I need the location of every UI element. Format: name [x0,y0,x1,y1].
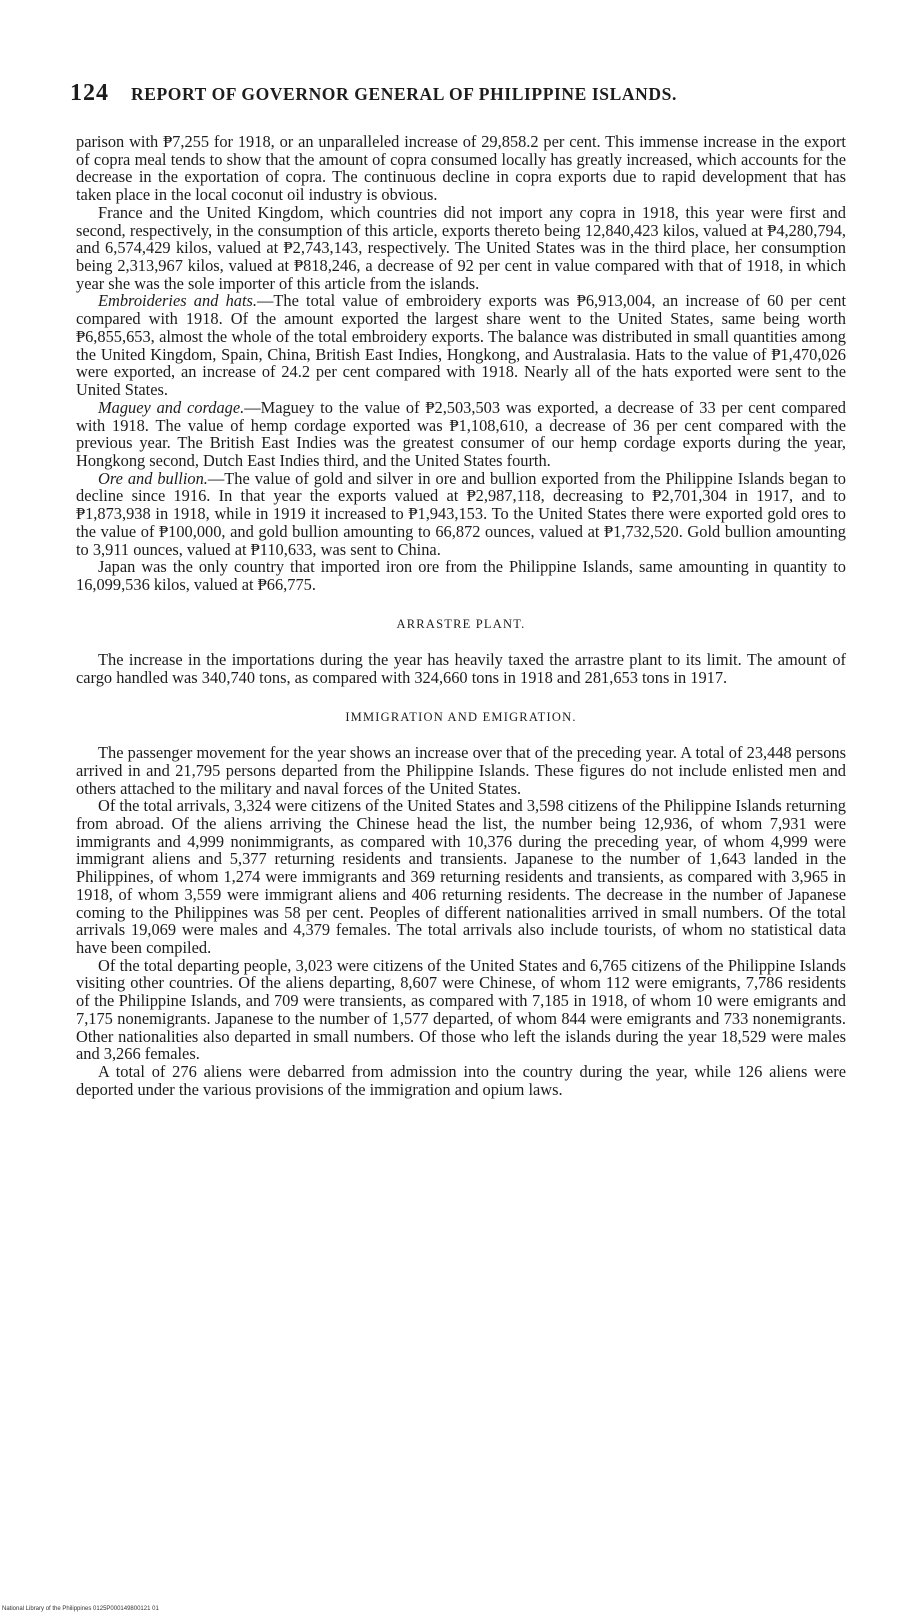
paragraph-passenger-movement: The passenger movement for the year shows an increase over that of the preceding year. A total of 23,448 persons arrived in and 21,795 persons departed from the Philippine Islands. These figures do not include enlisted men and others attached to the military and naval forces of the United States. [76,743,846,798]
document-body [76,133,846,1099]
paragraph-departures: Of the total departing people, 3,023 were citizens of the United States and 6,765 citizens of the Philippine Islands visiting other countries. Of the aliens departing, 8,607 were Chinese, of whom 112 were emigrants, 7,786 residents of the Philippine Islands, and 709 were transients, as compared with 7,185 in 1918, of whom 10 were emigrants and 7,175 nonemigrants. Japanese to the number of 1,577 departed, of whom 844 were emigrants and 733 nonemigrants. Other nationalities also departed in small numbers. Of those who left the islands during the year 18,529 were males and 3,266 females. [76,955,846,1064]
paragraph-arrivals: Of the total arrivals, 3,324 were citizens of the United States and 3,598 citizens of the Philippine Islands returning from abroad. Of the aliens arriving the Chinese head the list, the number being 12,936, of whom 7,931 were immigrants and 4,999 nonimmigrants, as compared with 10,376 during the preceding year, of whom 4,999 were immigrant aliens and 5,377 returning residents and transients. Japanese to the number of 1,643 landed in the Philippines, of whom 1,274 were immigrants and 369 returning residents and transients, as compared with 3,965 in 1918, of whom 3,559 were immigrant aliens and 406 returning residents. The decrease in the number of Japanese coming to the Philippines was 58 per cent. Peoples of different nationalities arrived in small numbers. Of the total arrivals 19,069 were males and 4,379 females. The total arrivals also include tourists, of whom no statistical data have been compiled. [76,796,846,958]
paragraph-title-embroideries: Embroideries and hats. [98,291,257,311]
paragraph-arrastre: The increase in the importations during the year has heavily taxed the arrastre plant to its limit. The amount of cargo handled was 340,740 tons, as compared with 324,660 tons in 1918 and 281,653 tons in 1917. [76,650,846,687]
paragraph-title-maguey: Maguey and cordage. [98,397,245,417]
section-heading-immigration: IMMIGRATION AND EMIGRATION. [345,709,577,724]
paragraph-text-maguey: —Maguey to the value of ₱2,503,503 was exported, a decrease of 33 per cent compared with 1918. The value of hemp cordage exported was ₱1,108,610, a decrease of 36 per cent compared with the previous year. The British East Indies was the greatest consumer of our hemp cordage exports during the year, Hongkong second, Dutch East Indies third, and the United States fourth. [76,397,846,470]
paragraph-copra-meal: parison with ₱7,255 for 1918, or an unparalleled increase of 29,858.2 per cent. This immense increase in the export of copra meal tends to show that the amount of copra consumed locally has greatly increased, which accounts for the decrease in the exportation of copra. The continuous decline in copra exports due to rapid development that has taken place in the local coconut oil industry is obvious. [76,132,846,205]
paragraph-debarred: A total of 276 aliens were debarred from admission into the country during the year, while 126 aliens were deported under the various provisions of the immigration and opium laws. [76,1062,846,1099]
paragraph-embroideries-hats [76,292,846,398]
paragraph-title-ore: Ore and bullion. [98,468,208,488]
running-title: REPORT OF GOVERNOR GENERAL OF PHILIPPINE ISLANDS. [131,84,677,104]
section-heading-arrastre: ARRASTRE PLANT. [396,616,526,631]
paragraph-ore-bullion [76,470,846,559]
paragraph-maguey-cordage [76,399,846,470]
page-header [70,80,840,107]
paragraph-copra-france-uk: France and the United Kingdom, which countries did not import any copra in 1918, this year were first and second, respectively, in the consumption of this article, exports thereto being 12,840,423 kilos, valued at ₱4,280,794, and 6,574,429 kilos, valued at ₱2,743,143, respectively. The United States was in the third place, her consumption being 2,313,967 kilos, valued at ₱818,246, a decrease of 92 per cent in value compared with that of 1918, in which year she was the sole importer of this article from the islands. [76,202,846,293]
paragraph-text-ore: —The value of gold and silver in ore and bullion exported from the Philippine Islands began to decline since 1916. In that year the exports valued at ₱2,987,118, decreasing to ₱2,701,304 in 1917, and to ₱1,873,938 in 1918, while in 1919 it increased to ₱1,943,153. To the United States there were exported gold ores to the value of ₱100,000, and gold bullion amounting to 66,872 ounces, valued at ₱1,732,520. Gold bullion amounting to 3,911 ounces, valued at ₱110,633, was sent to China. [76,468,846,559]
paragraph-iron-ore: Japan was the only country that imported iron ore from the Philippine Islands, same amounting in quantity to 16,099,536 kilos, valued at ₱66,775. [76,557,846,594]
paragraph-text-embroideries: —The total value of embroidery exports was ₱6,913,004, an increase of 60 per cent compared with 1918. Of the amount exported the largest share went to the United States, same being worth ₱6,855,653, almost the whole of the total embroidery exports. The balance was distributed in small quantities among the United Kingdom, Spain, China, British East Indies, Hongkong, and Australasia. Hats to the value of ₱1,470,026 were exported, an increase of 24.2 per cent compared with 1918. Nearly all of the hats exported were sent to the United States. [76,291,847,400]
page-number: 124 [70,80,109,106]
footer-scan-label: National Library of the Philippines 0125P000149800121 01 [2,1606,159,1612]
